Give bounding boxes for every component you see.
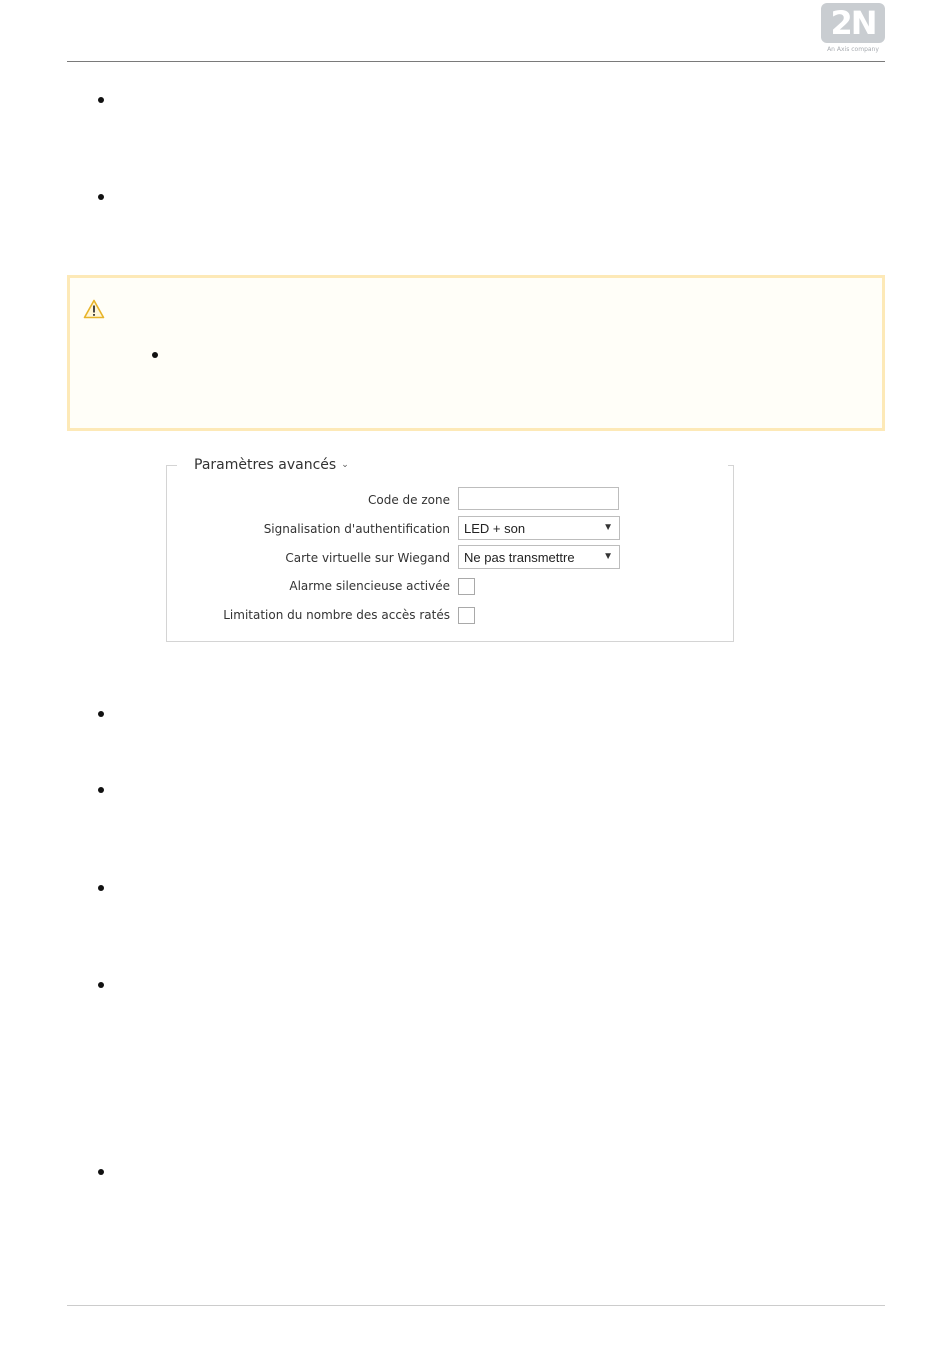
wiegand-value: Ne pas transmettre — [464, 550, 575, 565]
list-bullet — [98, 1169, 104, 1175]
advanced-settings-legend: Paramètres avancés — [194, 457, 337, 473]
list-bullet — [98, 982, 104, 988]
brand-tagline: An Axis company — [827, 46, 879, 53]
list-bullet — [98, 711, 104, 717]
list-bullet — [98, 885, 104, 891]
advanced-settings-toggle[interactable] — [192, 457, 351, 473]
chevron-down-icon: ⌄ — [341, 460, 349, 470]
footer-divider — [67, 1305, 885, 1306]
zone-code-label: Code de zone — [368, 493, 450, 507]
list-bullet — [152, 352, 158, 358]
auth-signal-label: Signalisation d'authentification — [263, 522, 450, 536]
wiegand-select[interactable] — [458, 545, 620, 569]
wiegand-label: Carte virtuelle sur Wiegand — [285, 551, 450, 565]
brand-logo-text: 2N — [830, 4, 876, 42]
auth-signal-value: LED + son — [464, 521, 526, 536]
list-bullet — [98, 194, 104, 200]
warning-box — [67, 275, 885, 431]
brand-logo — [821, 3, 885, 43]
zone-code-input[interactable] — [458, 487, 619, 510]
failed-access-label: Limitation du nombre des accès ratés — [223, 608, 450, 622]
silent-alarm-checkbox[interactable] — [458, 578, 475, 595]
warning-triangle-icon — [83, 299, 105, 319]
dropdown-arrow-icon: ▼ — [603, 551, 613, 562]
header-divider — [67, 61, 885, 62]
list-bullet — [98, 787, 104, 793]
dropdown-arrow-icon: ▼ — [603, 522, 613, 533]
auth-signal-select[interactable] — [458, 516, 620, 540]
list-bullet — [98, 97, 104, 103]
silent-alarm-label: Alarme silencieuse activée — [289, 579, 450, 593]
failed-access-checkbox[interactable] — [458, 607, 475, 624]
